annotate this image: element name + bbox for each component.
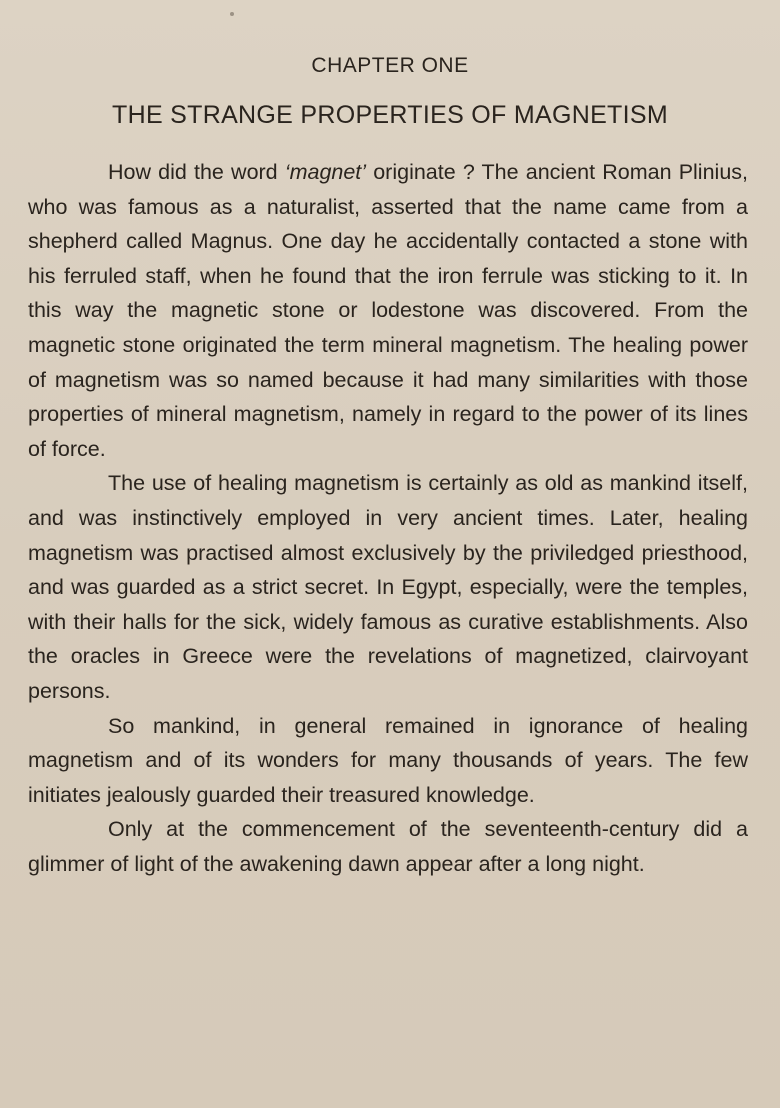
paragraph-1-lead: How did the word (108, 160, 285, 184)
chapter-label: CHAPTER ONE (311, 54, 469, 77)
chapter-title: THE STRANGE PROPERTIES OF MAGNETISM (112, 101, 668, 129)
paragraph-4: Only at the commencement of the seventeenth-century did a glimmer of light of the awakening dawn appear after a long night. (28, 817, 748, 876)
paragraph-2: The use of healing magnetism is certainly as old as mankind itself, and was instinctively employed in very ancient times. Later, healing magnetism was practised almost exclusively by the priviledged priesthood, and was guarded as a strict secret. In Egypt, especially, were the temples, with their halls for the sick, widely famous as curative establishments. Also the oracles in Greece were the revelations of magnetized, clairvoyant persons. (28, 471, 748, 703)
paragraph-3: So mankind, in general remained in ignorance of healing magnetism and of its wonders for many thousands of years. The few initiates jealously guarded their treasured knowledge. (28, 713, 748, 807)
paragraph-1-rest: originate ? The ancient Roman Plinius, who was famous as a naturalist, asserted that the name came from a shepherd called Magnus. One day he accidentally contacted a stone with his ferruled staff, when he found that the iron ferrule was sticking to it. In this way the magnetic stone or lodestone was discovered. From the magnetic stone originated the term mineral magnetism. The healing power of magnetism was so named because it had many similarities with those properties of mineral magnetism, namely in regard to the power of its lines of force. (28, 160, 748, 461)
paragraph-1 (28, 155, 748, 466)
chapter-body (28, 155, 748, 881)
magnet-term: ‘magnet’ (284, 160, 367, 184)
paper-speck (230, 12, 234, 16)
